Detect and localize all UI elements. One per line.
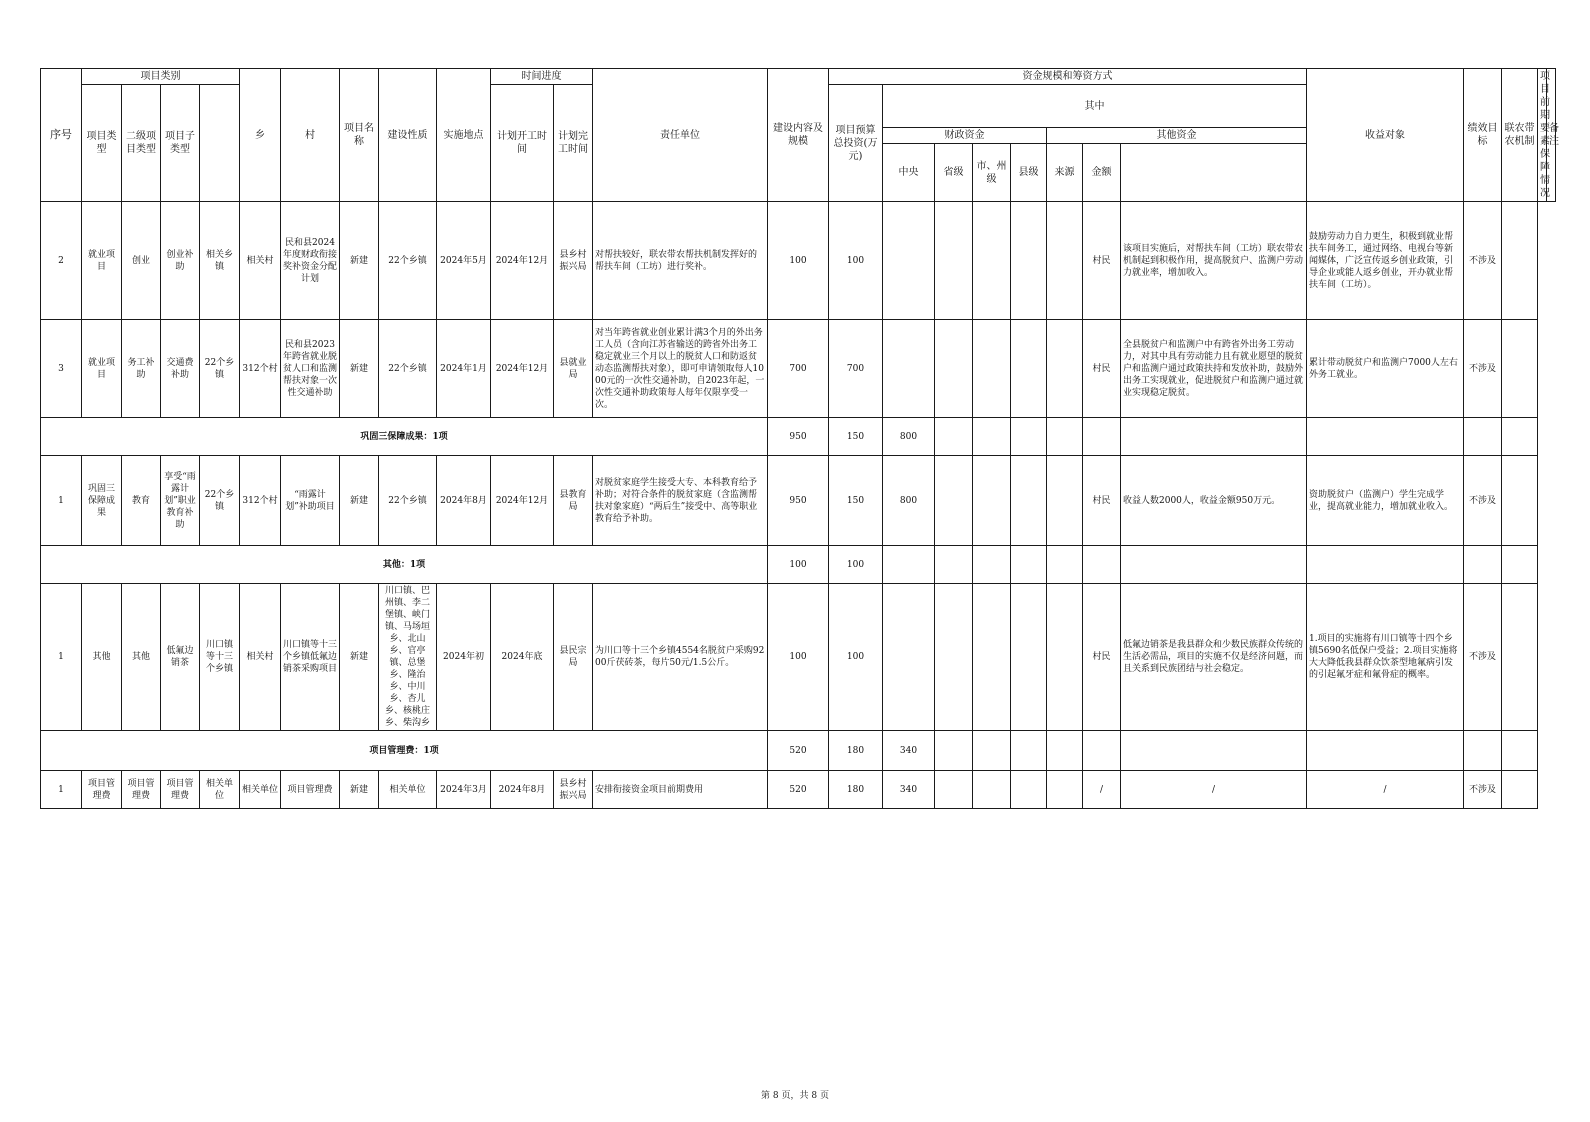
cell-start: 2024年5月 bbox=[437, 202, 491, 320]
cell-nature: 新建 bbox=[340, 202, 379, 320]
cell-performance: / bbox=[1121, 771, 1307, 809]
cell-type: 项目管理费 bbox=[82, 771, 122, 809]
cell-total: 520 bbox=[768, 771, 829, 809]
subtotal-row bbox=[41, 418, 1556, 456]
cell-content: 对帮扶较好，联农带农帮扶机制发挥好的帮扶车间（工坊）进行奖补。 bbox=[593, 202, 768, 320]
subtotal-label: 其他：1项 bbox=[41, 546, 768, 584]
header-county: 县级 bbox=[1011, 144, 1047, 202]
cell-provincial bbox=[883, 202, 935, 320]
cell-name: “雨露计划”补助项目 bbox=[281, 456, 340, 546]
subtotal-total: 100 bbox=[768, 546, 829, 584]
cell-township: 22个乡镇 bbox=[200, 456, 240, 546]
cell-unit: 县教育局 bbox=[554, 456, 593, 546]
header-start-time: 计划开工时间 bbox=[491, 85, 554, 202]
header-second-type: 二级项目类型 bbox=[122, 85, 161, 202]
cell-link: / bbox=[1307, 771, 1464, 809]
cell-pre: 不涉及 bbox=[1464, 202, 1502, 320]
subtotal-row bbox=[41, 731, 1556, 771]
cell-village: 312个村 bbox=[240, 456, 281, 546]
cell-link: 资助脱贫户（监测户）学生完成学业，提高就业能力，增加就业收入。 bbox=[1307, 456, 1464, 546]
cell-second: 务工补助 bbox=[122, 320, 161, 418]
cell-location: 川口镇、巴州镇、李二堡镇、峡门镇、马场垣乡、北山乡、官亭镇、总堡乡、隆治乡、中川乡、杏儿乡、核桃庄乡、柴沟乡 bbox=[379, 584, 437, 731]
cell-unit: 县乡村振兴局 bbox=[554, 202, 593, 320]
cell-performance: 全县脱贫户和监测户中有跨省外出务工劳动力，对其中具有劳动能力且有就业愿望的脱贫户和监测户通过政策扶持和发放补助，鼓励外出务工实现就业，促进脱贫户和监测户通过就业实现稳定脱贫。 bbox=[1121, 320, 1307, 418]
cell-village: 相关村 bbox=[240, 202, 281, 320]
cell-provincial: 800 bbox=[883, 456, 935, 546]
cell-pre: 不涉及 bbox=[1464, 320, 1502, 418]
header-funds-group: 资金规模和筹资方式 bbox=[829, 69, 1307, 85]
header-sub-type: 项目子类型 bbox=[161, 85, 200, 202]
subtotal-total: 520 bbox=[768, 731, 829, 771]
cell-content: 为川口等十三个乡镇4554名脱贫户采购9200斤茯砖茶，每片50元/1.5公斤。 bbox=[593, 584, 768, 731]
header-spacer bbox=[200, 85, 240, 202]
cell-name: 川口镇等十三个乡镇低氟边销茶采购项目 bbox=[281, 584, 340, 731]
cell-start: 2024年初 bbox=[437, 584, 491, 731]
cell-seq: 1 bbox=[41, 771, 82, 809]
cell-name: 民和县2023年跨省就业脱贫人口和监测帮扶对象一次性交通补助 bbox=[281, 320, 340, 418]
cell-township: 相关单位 bbox=[200, 771, 240, 809]
cell-sub: 享受“雨露计划”职业教育补助 bbox=[161, 456, 200, 546]
cell-source bbox=[1011, 202, 1047, 320]
cell-type: 就业项目 bbox=[82, 320, 122, 418]
header-remarks: 备注 bbox=[1547, 69, 1556, 202]
cell-county bbox=[973, 320, 1011, 418]
cell-total: 950 bbox=[768, 456, 829, 546]
subtotal-row bbox=[41, 546, 1556, 584]
header-project-name: 项目名称 bbox=[340, 69, 379, 202]
cell-township: 22个乡镇 bbox=[200, 320, 240, 418]
subtotal-total: 950 bbox=[768, 418, 829, 456]
cell-nature: 新建 bbox=[340, 456, 379, 546]
cell-amount bbox=[1047, 320, 1083, 418]
cell-beneficiary: 村民 bbox=[1083, 456, 1121, 546]
cell-city bbox=[935, 202, 973, 320]
cell-start: 2024年1月 bbox=[437, 320, 491, 418]
cell-total: 100 bbox=[768, 584, 829, 731]
cell-link: 1.项目的实施将有川口镇等十四个乡镇5690名低保户受益；2.项目实施将大大降低我县群众饮茶型地氟病引发的引起氟牙症和氟骨症的概率。 bbox=[1307, 584, 1464, 731]
cell-beneficiary: 村民 bbox=[1083, 584, 1121, 731]
header-township: 乡 bbox=[240, 69, 281, 202]
subtotal-provincial: 340 bbox=[883, 731, 935, 771]
cell-second: 项目管理费 bbox=[122, 771, 161, 809]
cell-source bbox=[1011, 320, 1047, 418]
table-row bbox=[41, 320, 1556, 418]
header-of-which: 其中 bbox=[883, 85, 1307, 128]
cell-end: 2024年8月 bbox=[491, 771, 554, 809]
cell-location: 22个乡镇 bbox=[379, 456, 437, 546]
cell-seq: 1 bbox=[41, 584, 82, 731]
cell-end: 2024年12月 bbox=[491, 320, 554, 418]
cell-type: 就业项目 bbox=[82, 202, 122, 320]
cell-provincial bbox=[883, 320, 935, 418]
cell-township: 相关乡镇 bbox=[200, 202, 240, 320]
table-row bbox=[41, 456, 1556, 546]
cell-location: 22个乡镇 bbox=[379, 202, 437, 320]
cell-location: 相关单位 bbox=[379, 771, 437, 809]
cell-unit: 县民宗局 bbox=[554, 584, 593, 731]
header-blank bbox=[1121, 144, 1307, 202]
header-time-group: 时间进度 bbox=[491, 69, 593, 85]
cell-central: 100 bbox=[829, 202, 883, 320]
cell-beneficiary: 村民 bbox=[1083, 202, 1121, 320]
table-row bbox=[41, 584, 1556, 731]
cell-sub: 低氟边销茶 bbox=[161, 584, 200, 731]
cell-start: 2024年8月 bbox=[437, 456, 491, 546]
cell-performance: 低氟边销茶是我县群众和少数民族群众传统的生活必需品，项目的实施不仅是经济问题，而且关系到民族团结与社会稳定。 bbox=[1121, 584, 1307, 731]
cell-start: 2024年3月 bbox=[437, 771, 491, 809]
cell-village: 312个村 bbox=[240, 320, 281, 418]
header-beneficiary: 收益对象 bbox=[1307, 69, 1464, 202]
header-project-type: 项目类型 bbox=[82, 85, 122, 202]
subtotal-central: 100 bbox=[829, 546, 883, 584]
cell-total: 100 bbox=[768, 202, 829, 320]
table-row bbox=[41, 202, 1556, 320]
header-category-group: 项目类别 bbox=[82, 69, 240, 85]
cell-seq: 2 bbox=[41, 202, 82, 320]
header-location: 实施地点 bbox=[437, 69, 491, 202]
cell-end: 2024年底 bbox=[491, 584, 554, 731]
cell-second: 其他 bbox=[122, 584, 161, 731]
header-provincial: 省级 bbox=[935, 144, 973, 202]
header-city: 市、州级 bbox=[973, 144, 1011, 202]
cell-content: 对脱贫家庭学生接受大专、本科教育给予补助；对符合条件的脱贫家庭（含监测帮扶对象家庭）“两后生”接受中、高等职业教育给予补助。 bbox=[593, 456, 768, 546]
header-content: 建设内容及规模 bbox=[768, 69, 829, 202]
cell-content: 安排衔接资金项目前期费用 bbox=[593, 771, 768, 809]
cell-village: 相关村 bbox=[240, 584, 281, 731]
cell-total: 700 bbox=[768, 320, 829, 418]
cell-central: 180 bbox=[829, 771, 883, 809]
header-amount: 金额 bbox=[1083, 144, 1121, 202]
cell-provincial: 340 bbox=[883, 771, 935, 809]
header-central: 中央 bbox=[883, 144, 935, 202]
cell-beneficiary: / bbox=[1083, 771, 1121, 809]
cell-type: 其他 bbox=[82, 584, 122, 731]
header-performance: 绩效目标 bbox=[1464, 69, 1502, 202]
cell-pre: 不涉及 bbox=[1464, 771, 1502, 809]
cell-type: 巩固三保障成果 bbox=[82, 456, 122, 546]
cell-name: 民和县2024年度财政衔接奖补资金分配计划 bbox=[281, 202, 340, 320]
cell-second: 创业 bbox=[122, 202, 161, 320]
cell-location: 22个乡镇 bbox=[379, 320, 437, 418]
cell-village: 相关单位 bbox=[240, 771, 281, 809]
cell-pre: 不涉及 bbox=[1464, 584, 1502, 731]
cell-nature: 新建 bbox=[340, 320, 379, 418]
header-fiscal-funds: 财政资金 bbox=[883, 128, 1047, 144]
cell-sub: 创业补助 bbox=[161, 202, 200, 320]
cell-seq: 3 bbox=[41, 320, 82, 418]
cell-nature: 新建 bbox=[340, 584, 379, 731]
subtotal-central: 150 bbox=[829, 418, 883, 456]
cell-end: 2024年12月 bbox=[491, 456, 554, 546]
cell-sub: 项目管理费 bbox=[161, 771, 200, 809]
cell-pre: 不涉及 bbox=[1464, 456, 1502, 546]
cell-end: 2024年12月 bbox=[491, 202, 554, 320]
header-farmer-link: 联农带农机制 bbox=[1502, 69, 1538, 202]
cell-remark bbox=[1502, 202, 1538, 320]
cell-county bbox=[973, 202, 1011, 320]
cell-central: 100 bbox=[829, 584, 883, 731]
header-source: 来源 bbox=[1047, 144, 1083, 202]
cell-amount bbox=[1047, 202, 1083, 320]
cell-city bbox=[935, 320, 973, 418]
header-seq: 序号 bbox=[41, 69, 82, 202]
subtotal-label: 巩固三保障成果：1项 bbox=[41, 418, 768, 456]
cell-second: 教育 bbox=[122, 456, 161, 546]
header-total-budget: 项目预算总投资(万元) bbox=[829, 85, 883, 202]
header-village: 村 bbox=[281, 69, 340, 202]
header-build-nature: 建设性质 bbox=[379, 69, 437, 202]
cell-nature: 新建 bbox=[340, 771, 379, 809]
cell-central: 700 bbox=[829, 320, 883, 418]
cell-remark bbox=[1502, 320, 1538, 418]
cell-link: 鼓励劳动力自力更生，积极到就业帮扶车间务工，通过网络、电视台等新闻媒体，广泛宣传返乡创业政策，引导企业或能人返乡创业，开办就业帮扶车间（工坊）。 bbox=[1307, 202, 1464, 320]
header-end-time: 计划完工时间 bbox=[554, 85, 593, 202]
subtotal-central: 180 bbox=[829, 731, 883, 771]
cell-unit: 县乡村振兴局 bbox=[554, 771, 593, 809]
cell-content: 对当年跨省就业创业累计满3个月的外出务工人员（含向江苏省输送的跨省外出务工稳定就业三个月以上的脱贫人口和防返贫动态监测帮扶对象），即可申请领取每人1000元的一次性交通补助，自2023年起，一次性交通补助政策每人每年仅限享受一次。 bbox=[593, 320, 768, 418]
subtotal-label: 项目管理费：1项 bbox=[41, 731, 768, 771]
cell-link: 累计带动脱贫户和监测户7000人左右外务工就业。 bbox=[1307, 320, 1464, 418]
header-preconditions: 项目前期要素保障情况 bbox=[1538, 69, 1547, 202]
cell-name: 项目管理费 bbox=[281, 771, 340, 809]
cell-performance: 该项目实施后，对帮扶车间（工坊）联农带农机制起到积极作用，提高脱贫户、监测户劳动力就业率，增加收入。 bbox=[1121, 202, 1307, 320]
cell-seq: 1 bbox=[41, 456, 82, 546]
table-row bbox=[41, 771, 1556, 809]
cell-township: 川口镇等十三个乡镇 bbox=[200, 584, 240, 731]
cell-unit: 县就业局 bbox=[554, 320, 593, 418]
cell-central: 150 bbox=[829, 456, 883, 546]
header-other-funds: 其他资金 bbox=[1047, 128, 1307, 144]
project-table bbox=[40, 68, 1559, 809]
cell-sub: 交通费补助 bbox=[161, 320, 200, 418]
header-responsible: 责任单位 bbox=[593, 69, 768, 202]
cell-performance: 收益人数2000人，收益金额950万元。 bbox=[1121, 456, 1307, 546]
page-number: 第 8 页，共 8 页 bbox=[761, 1091, 829, 1101]
cell-beneficiary: 村民 bbox=[1083, 320, 1121, 418]
subtotal-provincial: 800 bbox=[883, 418, 935, 456]
